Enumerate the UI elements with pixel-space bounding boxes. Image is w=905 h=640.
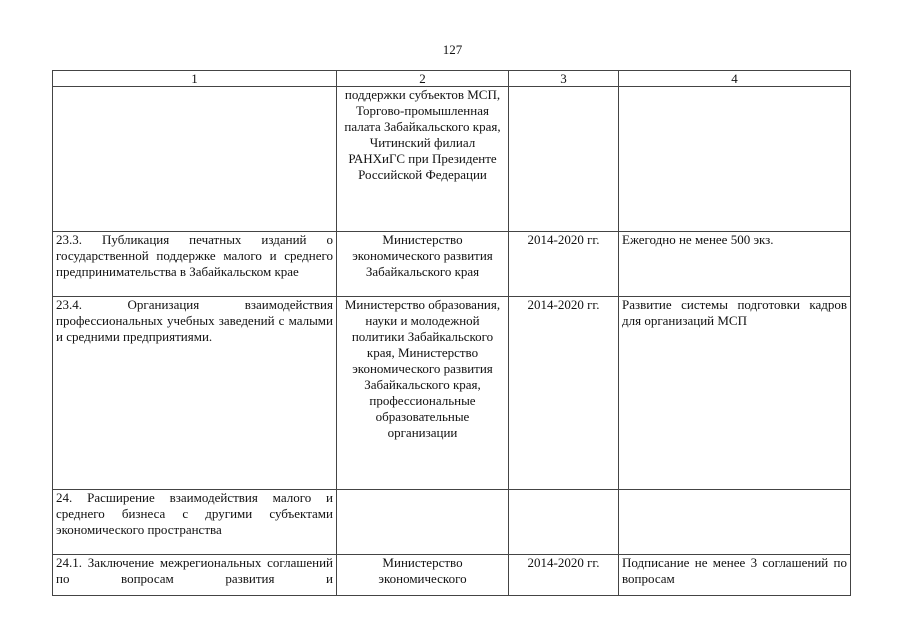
measure-cell bbox=[53, 87, 337, 232]
column-header-2: 2 bbox=[337, 71, 509, 87]
measures-table bbox=[52, 70, 851, 596]
result-cell: Развитие системы подготовки кадров для организаций МСП bbox=[619, 297, 851, 490]
measure-cell: 24. Расширение взаимодействия малого и среднего бизнеса с другими субъектами экономического пространства bbox=[53, 490, 337, 555]
result-cell bbox=[619, 490, 851, 555]
table-row bbox=[53, 232, 851, 297]
column-header-1: 1 bbox=[53, 71, 337, 87]
result-cell bbox=[619, 87, 851, 232]
executors-cell: поддержки субъектов МСП, Торгово-промышленная палата Забайкальского края, Читинский филиал РАНХиГС при Президенте Российской Федерации bbox=[337, 87, 509, 232]
measure-cell: 24.1. Заключение межрегиональных соглашений по вопросам развития и bbox=[53, 555, 337, 596]
result-cell: Ежегодно не менее 500 экз. bbox=[619, 232, 851, 297]
table-row bbox=[53, 490, 851, 555]
executors-cell bbox=[337, 490, 509, 555]
period-cell bbox=[509, 490, 619, 555]
column-header-3: 3 bbox=[509, 71, 619, 87]
table-header-row bbox=[53, 71, 851, 87]
column-header-4: 4 bbox=[619, 71, 851, 87]
period-cell: 2014-2020 гг. bbox=[509, 297, 619, 490]
measure-cell: 23.4. Организация взаимодействия профессиональных учебных заведений с малыми и средними предприятиями. bbox=[53, 297, 337, 490]
executors-cell: Министерство экономического развития Забайкальского края bbox=[337, 232, 509, 297]
executors-cell: Министерство образования, науки и молодежной политики Забайкальского края, Министерство экономического развития Забайкальского края, профессиональные образовательные организации bbox=[337, 297, 509, 490]
period-cell: 2014-2020 гг. bbox=[509, 555, 619, 596]
table-row bbox=[53, 87, 851, 232]
result-cell: Подписание не менее 3 соглашений по вопросам bbox=[619, 555, 851, 596]
page-number: 127 bbox=[442, 42, 463, 57]
period-cell: 2014-2020 гг. bbox=[509, 232, 619, 297]
measure-cell: 23.3. Публикация печатных изданий о государственной поддержке малого и среднего предпринимательства в Забайкальском крае bbox=[53, 232, 337, 297]
table-row bbox=[53, 297, 851, 490]
period-cell bbox=[509, 87, 619, 232]
table-row bbox=[53, 555, 851, 596]
executors-cell: Министерство экономического bbox=[337, 555, 509, 596]
